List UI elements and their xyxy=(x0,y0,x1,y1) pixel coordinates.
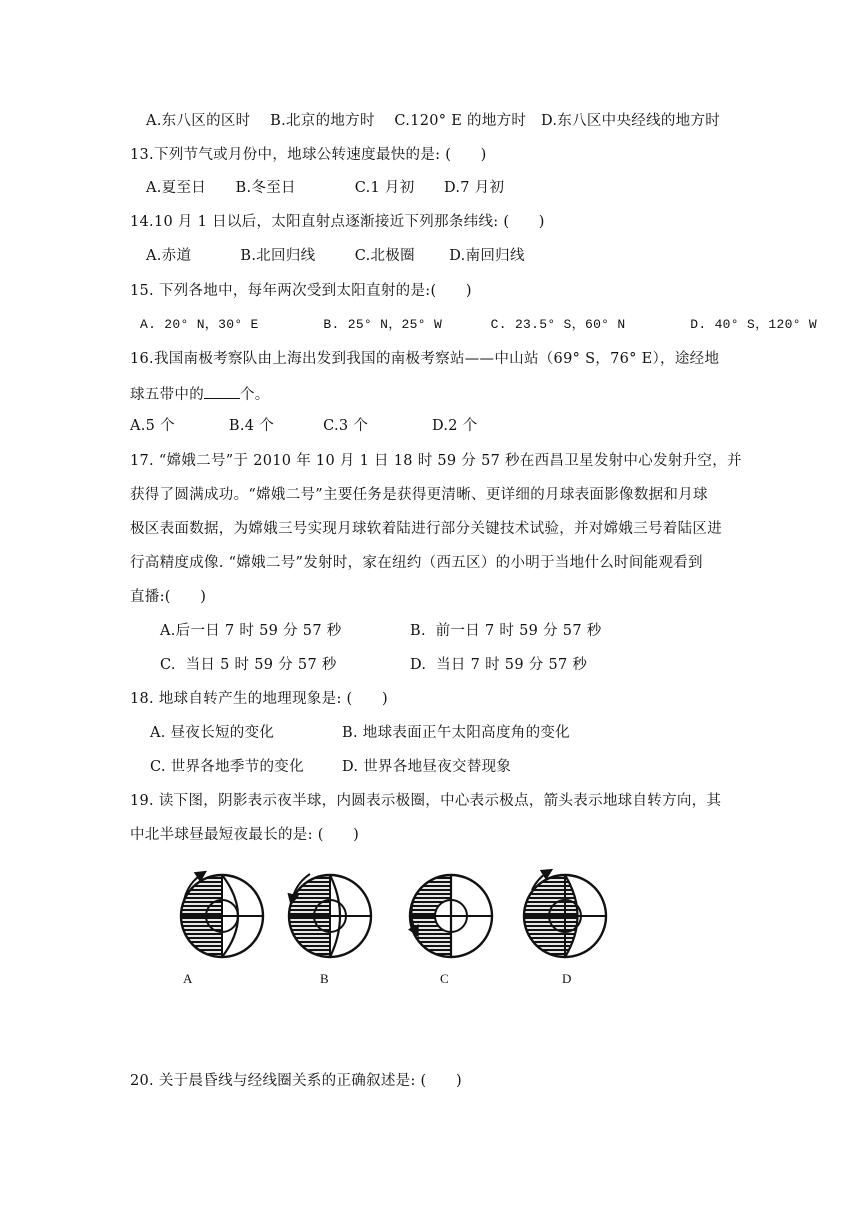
figure-label-c: C xyxy=(440,971,449,986)
figure-label-b: B xyxy=(320,971,329,986)
q16-line2-after: 个。 xyxy=(240,387,270,403)
polar-views-svg xyxy=(170,860,750,990)
q16-line2-before: 球五带中的 xyxy=(130,387,204,403)
answer-blank xyxy=(204,383,240,399)
q14-options: A.赤道 B.北回归线 C.北极圈 D.南回归线 xyxy=(146,248,525,264)
q15-stem: 15. 下列各地中，每年两次受到太阳直射的是:( ) xyxy=(130,283,472,299)
globe-b xyxy=(289,874,371,957)
q14-stem: 14.10 月 1 日以后，太阳直射点逐渐接近下列那条纬线: ( ) xyxy=(130,214,545,230)
globe-a xyxy=(181,874,263,957)
q13-options: A.夏至日 B.冬至日 C.1 月初 D.7 月初 xyxy=(146,180,505,196)
q17-line1: 17. “嫦娥二号”于 2010 年 10 月 1 日 18 时 59 分 57 秒在西昌卫星发射中心发射升空，并 xyxy=(130,453,742,469)
q16-options: A.5 个 B.4 个 C.3 个 D.2 个 xyxy=(130,418,478,434)
globe-c xyxy=(410,875,492,957)
q20-stem: 20. 关于晨昏线与经线圈关系的正确叙述是: ( ) xyxy=(130,1073,462,1089)
q12-options: A.东八区的区时 B.北京的地方时 C.120° E 的地方时 D.东八区中央经线的地方时 xyxy=(146,113,721,129)
q19-line1: 19. 读下图，阴影表示夜半球，内圆表示极圈，中心表示极点，箭头表示地球自转方向，其 xyxy=(130,793,722,809)
q18-stem: 18. 地球自转产生的地理现象是: ( ) xyxy=(130,691,388,707)
q16-line2 xyxy=(130,383,270,405)
q17-line2: 获得了圆满成功。“嫦娥二号”主要任务是获得更清晰、更详细的月球表面影像数据和月球 xyxy=(130,487,708,503)
q15-options: A. 20° N，30° E B. 25° N，25° W C. 23.5° S，60° N D. 40° S，120° W xyxy=(140,317,817,332)
q17-option-c: C. 当日 5 时 59 分 57 秒 xyxy=(160,657,337,673)
q17-line5: 直播:( ) xyxy=(130,589,207,605)
q17-option-a: A.后一日 7 时 59 分 57 秒 xyxy=(160,623,342,639)
q17-line4: 行高精度成像. “嫦娥二号”发射时，家在纽约（西五区）的小明于当地什么时间能观看到 xyxy=(130,555,703,571)
q19-line2: 中北半球昼最短夜最长的是: ( ) xyxy=(130,827,360,843)
q18-option-b: B. 地球表面正午太阳高度角的变化 xyxy=(342,725,570,741)
q18-option-d: D. 世界各地昼夜交替现象 xyxy=(342,759,512,775)
q17-line3: 极区表面数据，为嫦娥三号实现月球软着陆进行部分关键技术试验，并对嫦娥三号着陆区进 xyxy=(130,521,722,537)
q13-stem: 13.下列节气或月份中，地球公转速度最快的是: ( ) xyxy=(130,147,487,163)
figure-label-d: D xyxy=(562,971,572,986)
globe-d xyxy=(524,872,606,957)
polar-views-figure xyxy=(170,860,750,990)
q17-option-b: B. 前一日 7 时 59 分 57 秒 xyxy=(410,623,602,639)
q16-line1: 16.我国南极考察队由上海出发到我国的南极考察站——中山站（69° S，76° E），途经地 xyxy=(130,351,720,367)
q18-option-a: A. 昼夜长短的变化 xyxy=(150,725,275,741)
q17-option-d: D. 当日 7 时 59 分 57 秒 xyxy=(410,657,588,673)
q18-option-c: C. 世界各地季节的变化 xyxy=(150,759,304,775)
figure-label-a: A xyxy=(183,971,193,986)
